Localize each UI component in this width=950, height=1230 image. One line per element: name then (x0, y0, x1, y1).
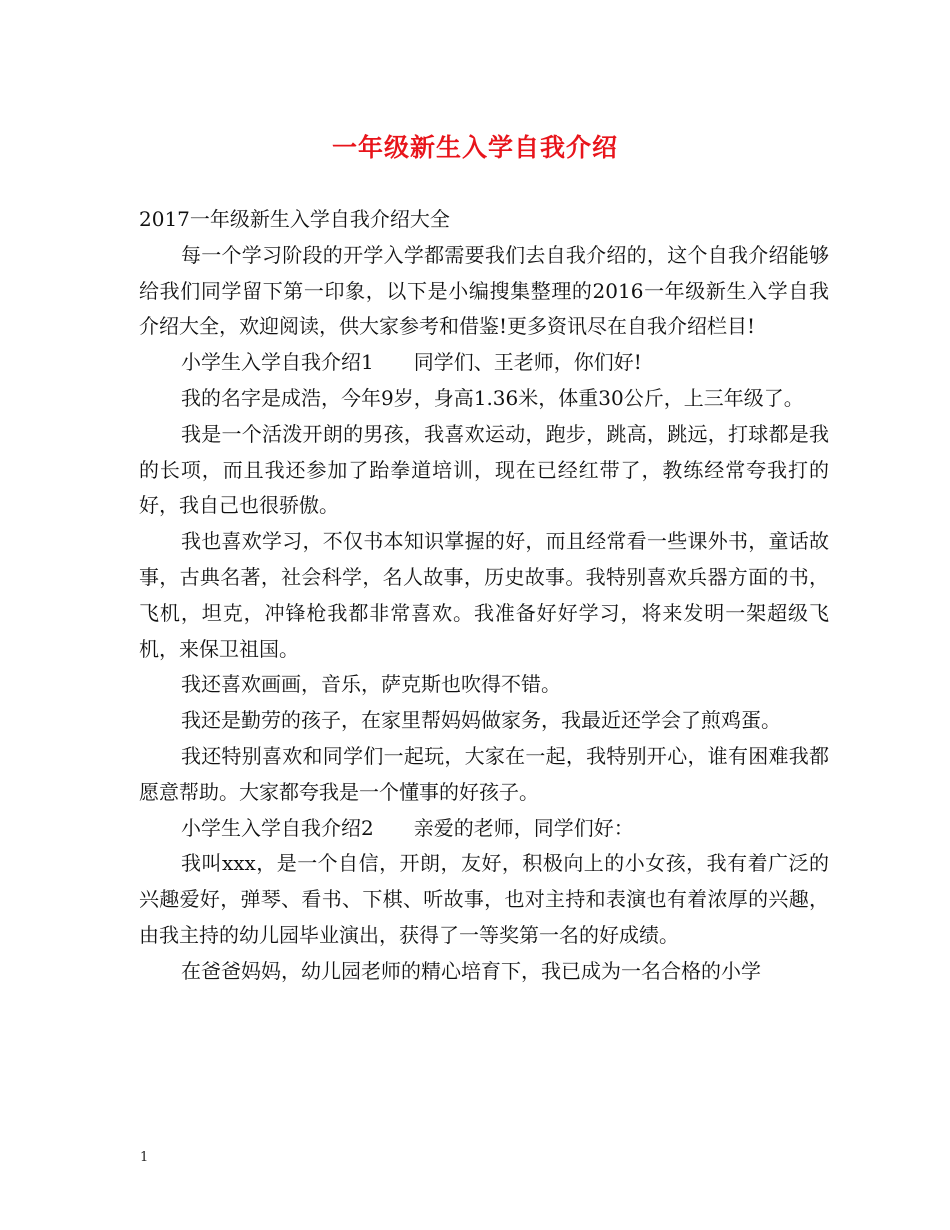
paragraph: 我叫xxx，是一个自信，开朗，友好，积极向上的小女孩，我有着广泛的兴趣爱好，弹琴、看书、下棋、听故事，也对主持和表演也有着浓厚的兴趣，由我主持的幼儿园毕业演出，获得了一等奖第一名的好成绩。 (139, 851, 829, 947)
page-number: 1 (140, 1150, 149, 1165)
paragraph: 我的名字是成浩，今年9岁，身高1.36米，体重30公斤，上三年级了。 (181, 385, 804, 410)
paragraph: 我还是勤劳的孩子，在家里帮妈妈做家务，我最近还学会了煎鸡蛋。 (181, 708, 781, 733)
paragraph: 我还喜欢画画，音乐，萨克斯也吹得不错。 (181, 672, 561, 697)
paragraph: 在爸爸妈妈，幼儿园老师的精心培育下，我已成为一名合格的小学 (181, 958, 761, 983)
section-heading-1: 小学生入学自我介绍1 同学们、王老师，你们好! (181, 350, 642, 375)
paragraph-intro: 每一个学习阶段的开学入学都需要我们去自我介绍的，这个自我介绍能够给我们同学留下第一印象，以下是小编搜集整理的2016一年级新生入学自我介绍大全，欢迎阅读，供大家参考和借鉴!更多资讯尽在自我介绍栏目! (139, 242, 829, 339)
paragraph: 我还特别喜欢和同学们一起玩，大家在一起，我特别开心，谁有困难我都愿意帮助。大家都夸我是一个懂事的好孩子。 (139, 743, 829, 804)
paragraph: 我也喜欢学习，不仅书本知识掌握的好，而且经常看一些课外书，童话故事，古典名著，社会科学，名人故事，历史故事。我特别喜欢兵器方面的书，飞机，坦克，冲锋枪我都非常喜欢。我准备好好学习，将来发明一架超级飞机，来保卫祖国。 (139, 529, 829, 661)
section-heading-2: 小学生入学自我介绍2 亲爱的老师，同学们好： (181, 815, 634, 840)
document-title: 一年级新生入学自我介绍 (331, 133, 618, 162)
document-subtitle: 2017一年级新生入学自我介绍大全 (139, 207, 450, 231)
document-body (139, 202, 829, 990)
paragraph: 我是一个活泼开朗的男孩，我喜欢运动，跑步，跳高，跳远，打球都是我的长项，而且我还参加了跆拳道培训，现在已经红带了，教练经常夸我打的好，我自己也很骄傲。 (139, 421, 829, 518)
